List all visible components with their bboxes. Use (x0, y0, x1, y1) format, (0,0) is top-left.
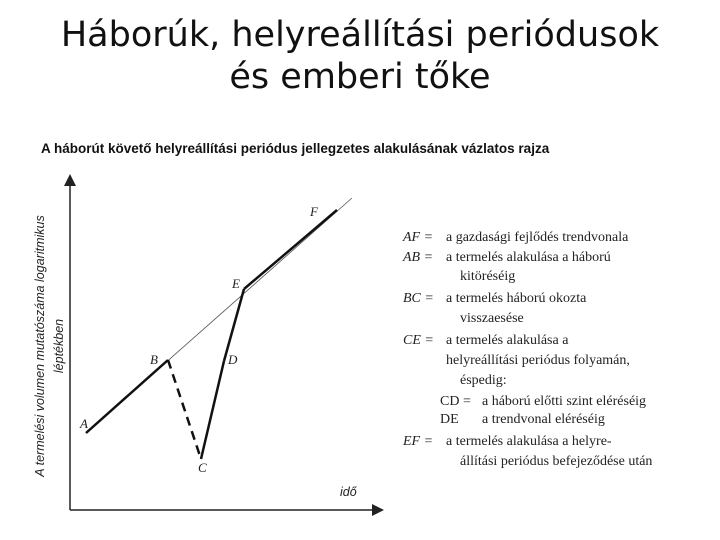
legend-text-ef-2: állítási periódus befejeződése után (460, 454, 653, 469)
legend-text-ce-3: éspedig: (460, 373, 507, 388)
legend-key-af: AF = (403, 230, 434, 245)
y-axis-label-line-2: léptékben (52, 318, 66, 374)
legend-text-cd: a háború előtti szint eléréséig (482, 394, 647, 409)
legend-key-bc: BC = (403, 291, 434, 306)
x-axis-label: idő (340, 485, 357, 499)
legend-key-de: DE (440, 412, 459, 427)
point-label-e: E (232, 276, 240, 291)
segment-de (224, 289, 244, 361)
point-label-d: D (228, 352, 238, 367)
legend-text-de: a trendvonal eléréséig (482, 412, 605, 427)
legend-key-ef: EF = (403, 434, 434, 449)
legend-text-ef-1: a termelés alakulása a helyre- (446, 434, 612, 449)
legend-text-ab-1: a termelés alakulása a háború (446, 250, 611, 265)
legend-text-af: a gazdasági fejlődés trendvonala (446, 230, 629, 245)
y-axis-label-line-1: A termelési volumen mutatószáma logaritmikus (33, 215, 47, 477)
legend-key-cd: CD = (440, 394, 471, 409)
point-label-a: A (80, 416, 88, 431)
legend-key-ab: AB = (403, 250, 434, 265)
point-label-b: B (150, 352, 158, 367)
legend-text-bc-1: a termelés háború okozta (446, 291, 587, 306)
legend-text-ce-2: helyreállítási periódus folyamán, (446, 353, 630, 368)
segment-cd (201, 361, 224, 459)
point-label-c: C (198, 460, 207, 475)
legend-text-ce-1: a termelés alakulása a (446, 333, 569, 348)
legend-key-ce: CE = (403, 333, 434, 348)
slide-title-line-1: Háborúk, helyreállítási periódusok (60, 15, 660, 55)
slide-title-line-2: és emberi tőke (229, 57, 491, 97)
figure-title: A háborút követő helyreállítási periódus jellegzetes alakulásának vázlatos rajza (41, 141, 550, 156)
legend-text-bc-2: visszaesése (460, 311, 524, 326)
point-label-f: F (310, 204, 318, 219)
legend-text-ab-2: kitöréséig (460, 269, 516, 284)
segment-bc (168, 360, 201, 459)
segment-ab (86, 360, 168, 433)
segment-ef (244, 210, 337, 289)
